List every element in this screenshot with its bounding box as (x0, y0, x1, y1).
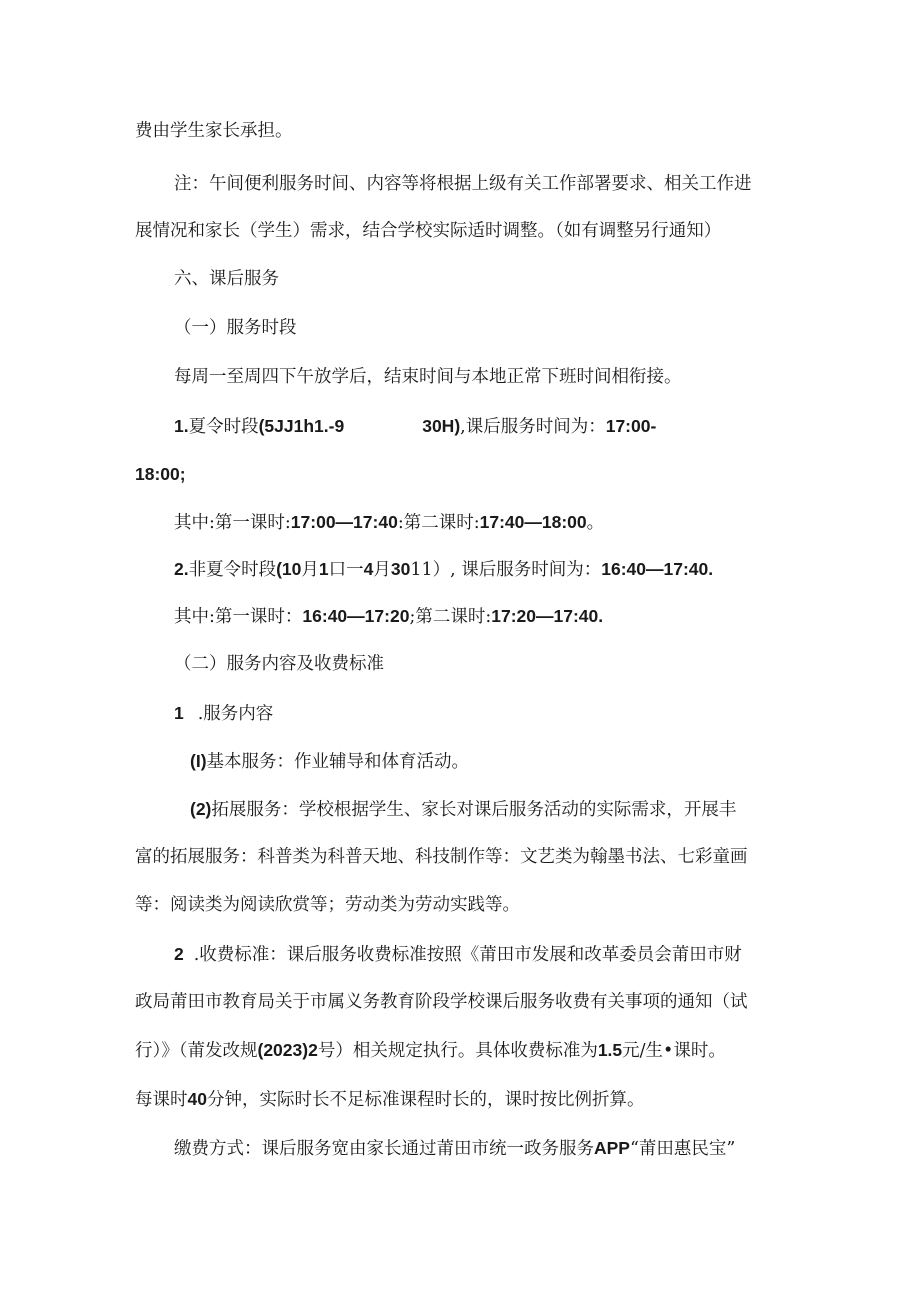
summer-time-line: 1.夏令时段(5JJ1h1.-9 30H),课后服务时间为：17:00- (174, 416, 657, 437)
fee-standard-line-4: 每课时40分钟，实际时长不足标准课程时长的，课时按比例折算。 (135, 1089, 645, 1110)
subheading-service-time: （一）服务时段 (174, 318, 297, 338)
summer-periods: 其中:第一课时:17:00—17:40:第二课时:17:40—18:00。 (174, 512, 605, 533)
extended-service-line-3: 等：阅读类为阅读欣赏等；劳动类为劳动实践等。 (135, 895, 520, 915)
item-basic-service: (I)基本服务：作业辅导和体育活动。 (190, 751, 470, 772)
subheading-content-fees: （二）服务内容及收费标准 (174, 654, 384, 674)
item-fee-standard: 2 .收费标准：课后服务收费标准按照《莆田市发展和改革委员会莆田市财 (174, 944, 742, 965)
winter-periods: 其中:第一课时：16:40—17:20;第二课时:17:20—17:40. (174, 606, 604, 627)
payment-method: 缴费方式：课后服务宽由家长通过莆田市统一政务服务APP“莆田惠民宝” (174, 1138, 736, 1159)
service-time-desc: 每周一至周四下午放学后，结束时间与本地正常下班时间相衔接。 (174, 367, 682, 387)
fee-standard-line-2: 政局莆田市教育局关于市属义务教育阶段学校课后服务收费有关事项的通知（试 (135, 992, 748, 1012)
extended-service-line-2: 富的拓展服务：科普类为科普天地、科技制作等：文艺类为翰墨书法、七彩童画 (135, 847, 748, 867)
item-extended-service: (2)拓展服务：学校根据学生、家长对课后服务活动的实际需求，开展丰 (190, 799, 737, 820)
item-service-content: 1 .服务内容 (174, 703, 274, 724)
note-line-1: 注：午间便利服务时间、内容等将根据上级有关工作部署要求、相关工作进 (174, 174, 752, 194)
winter-time-line: 2.非夏令时段(10月1口一4月3011）, 课后服务时间为：16:40—17:40. (174, 559, 714, 580)
section-heading-6: 六、课后服务 (174, 269, 279, 289)
note-line-2: 展情况和家长（学生）需求，结合学校实际适时调整。（如有调整另行通知） (135, 221, 722, 241)
text-line-1: 费由学生家长承担。 (135, 121, 293, 141)
fee-standard-line-3: 行）》（莆发改规(2023)2号）相关规定执行。具体收费标准为1.5元/生•课时。 (135, 1040, 726, 1061)
summer-time-end: 18:00; (135, 464, 186, 484)
